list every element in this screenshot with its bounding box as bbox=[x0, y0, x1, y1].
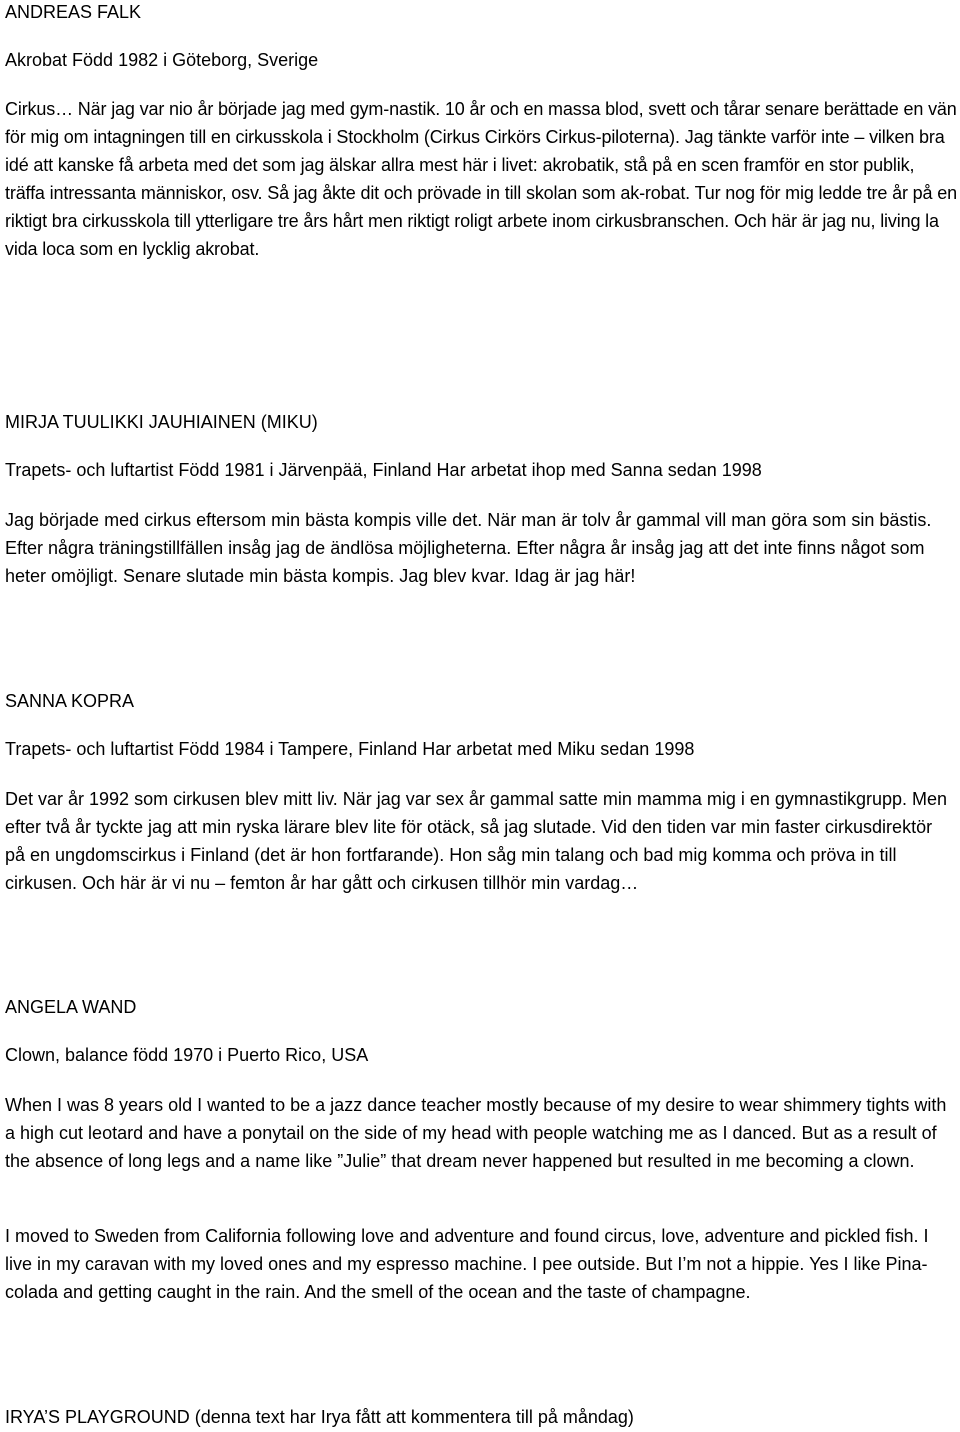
section-role-andreas-falk: Akrobat Född 1982 i Göteborg, Sverige bbox=[5, 50, 319, 70]
section-paragraph-angela-2: I moved to Sweden from California following love and adventure and found circus, love, adventure and pickled fish. I live in my caravan with my loved ones and my espresso machine. I pee outside. But I’m not a hippie. Yes I like Pina-colada and getting caught in the rain. And the smell of the ocean and the taste of champagne. bbox=[5, 1226, 929, 1302]
section-role-angela: Clown, balance född 1970 i Puerto Rico, USA bbox=[5, 1045, 369, 1065]
section-paragraph-andreas-falk: Cirkus… När jag var nio år började jag med gym-nastik. 10 år och en massa blod, svett och tårar senare berättade en vän för mig om intagningen till en cirkusskola i Stockholm (Cirkus Cirkörs Cirkus-piloterna). Jag tänkte varför inte – vilken bra idé att kanske få arbeta med det som jag älskar allra mest här i livet: akrobatik, stå på en scen framför en stor publik, träffa intressanta människor, osv. Så jag åkte dit och prövade in till skolan som ak-robat. Tur nog för mig ledde tre år på en riktigt bra cirkusskola till ytterligare tre års hårt men riktigt roligt arbete inom cirkusbranschen. Och här är jag nu, living la vida loca som en lycklig akrobat. bbox=[5, 99, 957, 259]
section-name-irya: IRYA’S PLAYGROUND (denna text har Irya fått att kommentera till på måndag) bbox=[5, 1407, 634, 1427]
section-paragraph-sanna: Det var år 1992 som cirkusen blev mitt liv. När jag var sex år gammal satte min mamma mig i en gymnastikgrupp. Men efter två år tyckte jag att min ryska lärare blev lite för otäck, så jag slutade. Vid den tiden var min faster cirkusdirektör på en ungdomscirkus i Finland (det är hon fortfarande). Hon såg min talang och bad mig komma och pröva in till cirkusen. Och här är vi nu – femton år har gått och cirkusen tillhör min vardag… bbox=[5, 789, 947, 893]
section-name-andreas-falk: ANDREAS FALK bbox=[5, 2, 142, 22]
section-name-mirja: MIRJA TUULIKKI JAUHIAINEN (MIKU) bbox=[5, 412, 318, 432]
section-paragraph-angela-1: When I was 8 years old I wanted to be a jazz dance teacher mostly because of my desire to wear shimmery tights with a high cut leotard and have a ponytail on the side of my head with people watching me as I danced. But as a result of the absence of long legs and a name like ”Julie” that dream never happened but resulted in me becoming a clown. bbox=[5, 1095, 947, 1171]
section-name-angela: ANGELA WAND bbox=[5, 997, 137, 1017]
section-role-sanna: Trapets- och luftartist Född 1984 i Tampere, Finland Har arbetat med Miku sedan 1998 bbox=[5, 739, 695, 759]
section-role-mirja: Trapets- och luftartist Född 1981 i Järvenpää, Finland Har arbetat ihop med Sanna sedan 1998 bbox=[5, 460, 762, 480]
section-name-sanna: SANNA KOPRA bbox=[5, 691, 135, 711]
section-paragraph-mirja: Jag började med cirkus eftersom min bästa kompis ville det. När man är tolv år gammal vill man göra som sin bästis. Efter några träningstillfällen insåg jag de ändlösa möjligheterna. Efter några år insåg jag att det inte finns något som heter omöjligt. Senare slutade min bästa kompis. Jag blev kvar. Idag är jag här! bbox=[5, 510, 932, 586]
